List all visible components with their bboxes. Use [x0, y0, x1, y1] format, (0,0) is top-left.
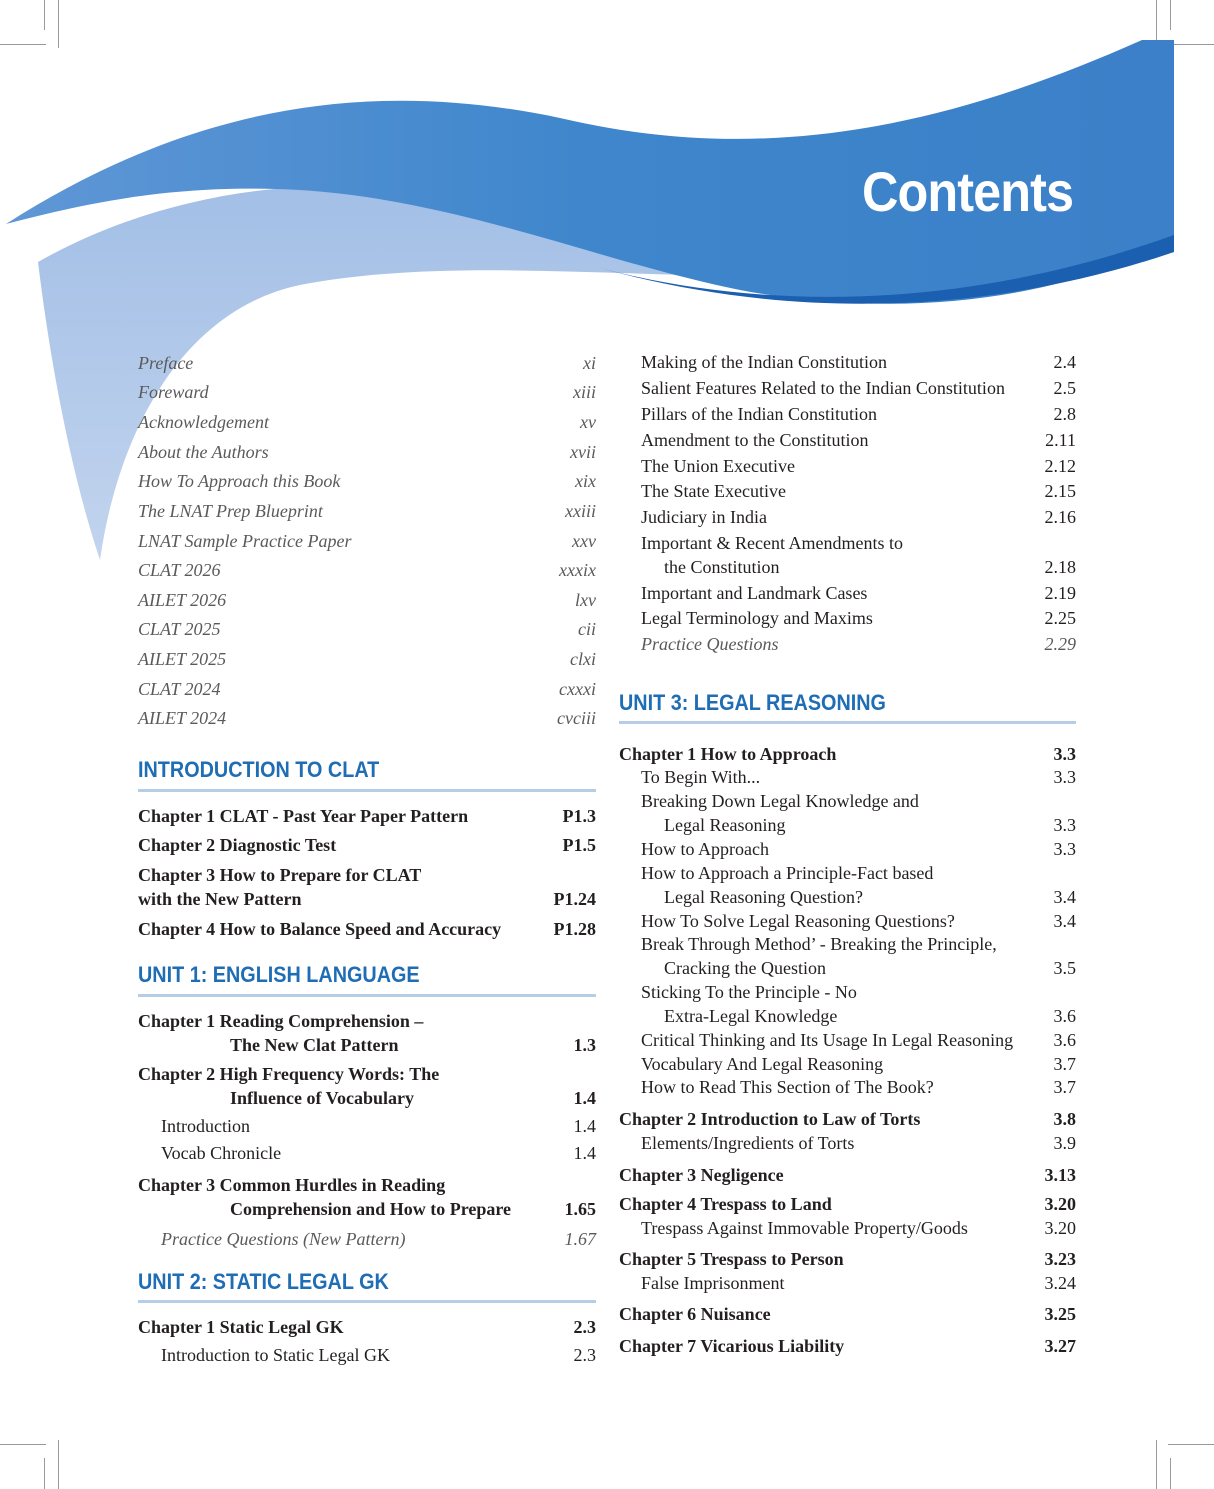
toc-page: 1.4 — [573, 1116, 596, 1136]
toc-entry[interactable] — [619, 1248, 1076, 1270]
toc-label: Chapter 6 Nuisance — [619, 1304, 771, 1324]
toc-entry[interactable] — [619, 1108, 1076, 1130]
toc-page: 3.20 — [1044, 1218, 1076, 1238]
toc-label: Chapter 2 Introduction to Law of Torts — [619, 1109, 921, 1129]
section-rule — [138, 789, 596, 792]
toc-label: Amendment to the Constitution — [641, 430, 869, 450]
toc-page: 3.3 — [1053, 767, 1076, 787]
toc-page: 1.4 — [573, 1143, 596, 1163]
toc-label: The LNAT Prep Blueprint — [138, 501, 323, 521]
toc-entry[interactable] — [641, 933, 1076, 979]
toc-label-cont: Cracking the Question — [664, 958, 826, 978]
toc-label: Chapter 4 How to Balance Speed and Accuracy — [138, 919, 502, 939]
section-rule — [138, 1300, 596, 1303]
toc-label-cont: The New Clat Pattern — [230, 1035, 399, 1055]
toc-entry[interactable] — [138, 834, 596, 856]
toc-entry[interactable] — [641, 1053, 1076, 1075]
toc-entry[interactable] — [138, 918, 596, 940]
toc-page: 2.29 — [1044, 634, 1076, 654]
crop-mark — [1170, 1458, 1171, 1489]
toc-entry[interactable] — [641, 506, 1076, 528]
toc-page: xix — [575, 471, 596, 491]
toc-page: 2.25 — [1044, 608, 1076, 628]
toc-page: 2.5 — [1053, 378, 1076, 398]
toc-label: Important & Recent Amendments to — [641, 533, 903, 553]
toc-entry[interactable] — [138, 1316, 596, 1338]
toc-label: Chapter 4 Trespass to Land — [619, 1194, 832, 1214]
toc-entry[interactable] — [138, 1174, 596, 1220]
toc-label: Chapter 2 High Frequency Words: The — [138, 1064, 440, 1084]
toc-entry[interactable] — [138, 678, 596, 700]
toc-label: To Begin With... — [641, 767, 761, 787]
toc-entry[interactable] — [161, 1344, 596, 1366]
toc-entry[interactable] — [641, 607, 1076, 629]
toc-entry[interactable] — [641, 1029, 1076, 1051]
toc-label: Chapter 7 Vicarious Liability — [619, 1336, 845, 1356]
toc-entry[interactable] — [619, 743, 1076, 765]
toc-label: False Imprisonment — [641, 1273, 785, 1293]
toc-page: 3.8 — [1053, 1109, 1076, 1129]
toc-label: Vocabulary And Legal Reasoning — [641, 1054, 884, 1074]
toc-entry[interactable] — [641, 910, 1076, 932]
toc-entry[interactable] — [641, 1272, 1076, 1294]
toc-entry[interactable] — [138, 411, 596, 433]
toc-label: Break Through Method’ - Breaking the Principle, — [641, 934, 997, 954]
toc-label: Practice Questions — [641, 634, 779, 654]
section-rule — [619, 721, 1076, 724]
toc-page: cxxxi — [559, 679, 596, 699]
toc-page: 2.4 — [1053, 352, 1076, 372]
toc-label: Chapter 2 Diagnostic Test — [138, 835, 337, 855]
toc-label: Salient Features Related to the Indian Constitution — [641, 378, 1005, 398]
crop-mark — [1168, 1444, 1214, 1445]
toc-page: cii — [578, 619, 596, 639]
toc-entry[interactable] — [641, 455, 1076, 477]
toc-label: Critical Thinking and Its Usage In Legal Reasoning — [641, 1030, 1014, 1050]
toc-entry[interactable] — [138, 648, 596, 670]
toc-label: Chapter 1 CLAT - Past Year Paper Pattern — [138, 806, 469, 826]
toc-label: CLAT 2026 — [138, 560, 221, 580]
toc-label: How To Solve Legal Reasoning Questions? — [641, 911, 955, 931]
toc-page: 3.13 — [1044, 1165, 1076, 1185]
toc-entry[interactable] — [138, 1010, 596, 1056]
toc-label: How to Approach a Principle-Fact based — [641, 863, 934, 883]
crop-mark — [58, 1440, 59, 1489]
toc-entry[interactable] — [138, 441, 596, 463]
toc-entry[interactable] — [641, 981, 1076, 1027]
toc-page: 2.12 — [1044, 456, 1076, 476]
toc-label: Chapter 1 Reading Comprehension – — [138, 1011, 424, 1031]
toc-label: Preface — [138, 353, 194, 373]
section-heading-unit3: UNIT 3: LEGAL REASONING — [619, 690, 886, 715]
toc-page: 3.6 — [1053, 1006, 1076, 1026]
toc-entry[interactable] — [138, 1063, 596, 1109]
toc-entry[interactable] — [641, 766, 1076, 788]
toc-label: Sticking To the Principle - No — [641, 982, 857, 1002]
toc-entry[interactable] — [138, 707, 596, 729]
toc-label-cont: Influence of Vocabulary — [230, 1088, 415, 1108]
toc-entry[interactable] — [138, 530, 596, 552]
toc-label: AILET 2024 — [138, 708, 227, 728]
toc-page: xxiii — [565, 501, 596, 521]
toc-page: 3.4 — [1053, 887, 1076, 907]
toc-entry[interactable] — [641, 351, 1076, 373]
toc-label-cont: Legal Reasoning Question? — [664, 887, 863, 907]
toc-page: xv — [580, 412, 596, 432]
toc-entry[interactable] — [619, 1164, 1076, 1186]
toc-page: 1.67 — [564, 1229, 596, 1249]
toc-page: 3.3 — [1053, 839, 1076, 859]
toc-label: Trespass Against Immovable Property/Goods — [641, 1218, 968, 1238]
toc-label-cont: the Constitution — [664, 557, 780, 577]
crop-mark — [44, 1458, 45, 1489]
toc-entry[interactable] — [641, 862, 1076, 908]
toc-entry[interactable] — [138, 381, 596, 403]
toc-label: Chapter 1 How to Approach — [619, 744, 837, 764]
toc-page: xxxix — [559, 560, 596, 580]
toc-page: 3.3 — [1053, 744, 1076, 764]
toc-label: Chapter 3 Common Hurdles in Reading — [138, 1175, 446, 1195]
toc-page: xi — [583, 353, 596, 373]
toc-entry[interactable] — [138, 470, 596, 492]
toc-entry[interactable] — [641, 633, 1076, 655]
toc-label: AILET 2026 — [138, 590, 227, 610]
toc-entry[interactable] — [619, 1193, 1076, 1215]
toc-page: 2.19 — [1044, 583, 1076, 603]
toc-page: 1.3 — [573, 1035, 596, 1055]
toc-entry[interactable] — [641, 532, 1076, 578]
toc-page: 3.25 — [1044, 1304, 1076, 1324]
toc-page: 3.20 — [1044, 1194, 1076, 1214]
toc-page: 1.65 — [564, 1199, 596, 1219]
toc-label: Judiciary in India — [641, 507, 767, 527]
page-title: Contents — [862, 160, 1074, 223]
toc-page: xvii — [570, 442, 596, 462]
toc-entry[interactable] — [641, 377, 1076, 399]
toc-label: Acknowledgement — [138, 412, 269, 432]
toc-label-cont: Extra-Legal Knowledge — [664, 1006, 838, 1026]
toc-page: 3.23 — [1044, 1249, 1076, 1269]
toc-label-cont: Comprehension and How to Prepare — [230, 1199, 512, 1219]
toc-page: 2.8 — [1053, 404, 1076, 424]
toc-page: 3.9 — [1053, 1133, 1076, 1153]
toc-page: 3.7 — [1053, 1077, 1076, 1097]
toc-page: P1.5 — [562, 835, 596, 855]
toc-label: About the Authors — [138, 442, 269, 462]
toc-label: LNAT Sample Practice Paper — [138, 531, 352, 551]
toc-page: xxv — [572, 531, 596, 551]
toc-label: Introduction — [161, 1116, 250, 1136]
toc-page: 2.18 — [1044, 557, 1076, 577]
toc-label: Legal Terminology and Maxims — [641, 608, 873, 628]
toc-entry[interactable] — [138, 805, 596, 827]
toc-entry[interactable] — [138, 559, 596, 581]
toc-label: Practice Questions (New Pattern) — [161, 1229, 406, 1249]
toc-entry[interactable] — [161, 1228, 596, 1250]
toc-entry[interactable] — [138, 618, 596, 640]
toc-label: Chapter 5 Trespass to Person — [619, 1249, 844, 1269]
toc-label: Making of the Indian Constitution — [641, 352, 887, 372]
toc-label: Chapter 3 How to Prepare for CLAT — [138, 865, 422, 885]
toc-label: The State Executive — [641, 481, 786, 501]
toc-page: 2.16 — [1044, 507, 1076, 527]
toc-label: Foreward — [138, 382, 209, 402]
toc-page: lxv — [575, 590, 596, 610]
toc-entry[interactable] — [641, 838, 1076, 860]
toc-label: Pillars of the Indian Constitution — [641, 404, 877, 424]
toc-label: Important and Landmark Cases — [641, 583, 868, 603]
toc-entry[interactable] — [641, 1076, 1076, 1098]
toc-entry[interactable] — [641, 582, 1076, 604]
toc-entry[interactable] — [641, 790, 1076, 836]
toc-page: clxi — [570, 649, 596, 669]
toc-label: AILET 2025 — [138, 649, 227, 669]
toc-page: P1.28 — [553, 919, 596, 939]
toc-entry[interactable] — [641, 429, 1076, 451]
crop-mark — [0, 1444, 46, 1445]
toc-entry[interactable] — [641, 1217, 1076, 1239]
section-heading-unit1: UNIT 1: ENGLISH LANGUAGE — [138, 962, 420, 987]
toc-page: 3.3 — [1053, 815, 1076, 835]
toc-label: How to Read This Section of The Book? — [641, 1077, 934, 1097]
toc-label: Breaking Down Legal Knowledge and — [641, 791, 919, 811]
toc-entry[interactable] — [641, 403, 1076, 425]
toc-label: CLAT 2024 — [138, 679, 221, 699]
toc-label: How to Approach — [641, 839, 769, 859]
toc-entry[interactable] — [138, 864, 596, 910]
toc-page: P1.3 — [562, 806, 596, 826]
toc-entry[interactable] — [641, 480, 1076, 502]
toc-entry[interactable] — [161, 1142, 596, 1164]
toc-entry[interactable] — [619, 1303, 1076, 1325]
toc-page: P1.24 — [553, 889, 596, 909]
toc-label: The Union Executive — [641, 456, 795, 476]
toc-entry[interactable] — [641, 1132, 1076, 1154]
toc-entry[interactable] — [138, 352, 596, 374]
section-heading-unit2: UNIT 2: STATIC LEGAL GK — [138, 1269, 389, 1294]
toc-entry[interactable] — [619, 1335, 1076, 1357]
toc-page: cvciii — [557, 708, 596, 728]
toc-label: CLAT 2025 — [138, 619, 221, 639]
toc-label-cont: Legal Reasoning — [664, 815, 786, 835]
toc-label: Chapter 3 Negligence — [619, 1165, 784, 1185]
toc-label: How To Approach this Book — [138, 471, 341, 491]
section-rule — [138, 994, 596, 997]
crop-mark — [1156, 1440, 1157, 1489]
toc-page: 1.4 — [573, 1088, 596, 1108]
toc-page: xiii — [573, 382, 596, 402]
toc-entry[interactable] — [138, 589, 596, 611]
toc-page: 3.27 — [1044, 1336, 1076, 1356]
toc-label-cont: with the New Pattern — [138, 889, 302, 909]
toc-label: Elements/Ingredients of Torts — [641, 1133, 855, 1153]
toc-label: Chapter 1 Static Legal GK — [138, 1317, 344, 1337]
toc-page: 3.5 — [1053, 958, 1076, 978]
toc-page: 3.6 — [1053, 1030, 1076, 1050]
toc-page: 2.3 — [573, 1345, 596, 1365]
toc-page: 2.3 — [573, 1317, 596, 1337]
toc-page: 3.4 — [1053, 911, 1076, 931]
toc-page: 3.7 — [1053, 1054, 1076, 1074]
toc-label: Vocab Chronicle — [161, 1143, 282, 1163]
toc-entry[interactable] — [138, 500, 596, 522]
toc-page: 2.15 — [1044, 481, 1076, 501]
toc-label: Introduction to Static Legal GK — [161, 1345, 390, 1365]
toc-page: 2.11 — [1045, 430, 1076, 450]
toc-entry[interactable] — [161, 1115, 596, 1137]
toc-page: 3.24 — [1044, 1273, 1076, 1293]
section-heading-intro: INTRODUCTION TO CLAT — [138, 757, 380, 782]
